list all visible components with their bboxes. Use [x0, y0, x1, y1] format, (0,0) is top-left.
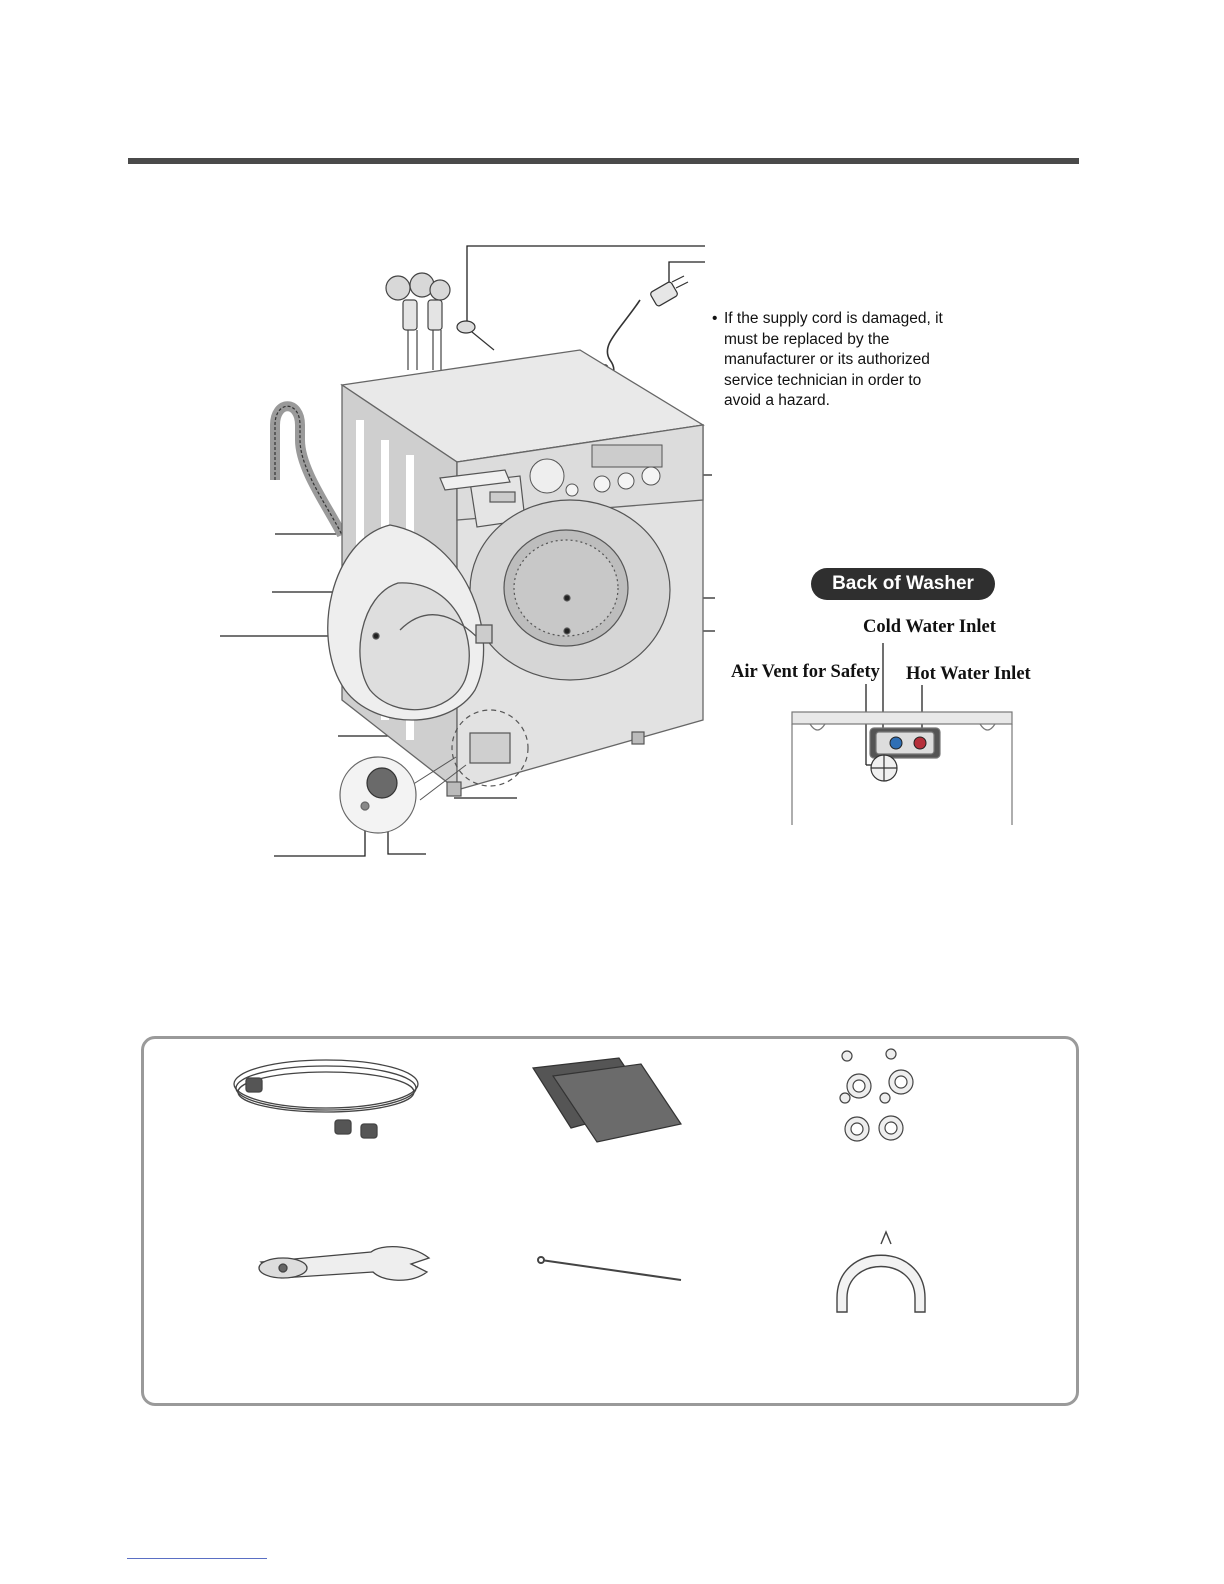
hot-water-inlet-label: Hot Water Inlet — [906, 664, 1031, 684]
bolt-caps — [840, 1049, 913, 1141]
note-text: If the supply cord is damaged, it must be replaced by the manufacturer or its authorized service technician in order to avoid a hazard. — [724, 310, 943, 409]
supply-cord-note — [712, 309, 952, 412]
back-of-washer-badge: Back of Washer — [811, 568, 995, 600]
leader-power-plug — [669, 262, 705, 288]
spanner-wrench — [259, 1247, 429, 1281]
drum — [470, 500, 670, 680]
anti-vibration-pads — [533, 1058, 681, 1142]
air-vent-label: Air Vent for Safety — [731, 662, 880, 682]
water-taps — [386, 273, 450, 370]
drain-plug-part — [457, 321, 494, 350]
hot-inlet-marker — [914, 737, 926, 749]
cold-inlet-marker — [890, 737, 902, 749]
footer-line — [127, 1558, 267, 1559]
cold-water-inlet-label: Cold Water Inlet — [863, 617, 996, 637]
note-bullet: • — [712, 310, 718, 327]
accessories-illustrations — [141, 1036, 1079, 1406]
cable-tie — [538, 1257, 681, 1280]
drain-hose — [275, 406, 342, 535]
elbow-bracket — [837, 1232, 925, 1312]
inlet-hoses — [234, 1060, 418, 1138]
drain-detail — [340, 757, 416, 833]
back-of-washer-illustration — [780, 640, 1040, 840]
